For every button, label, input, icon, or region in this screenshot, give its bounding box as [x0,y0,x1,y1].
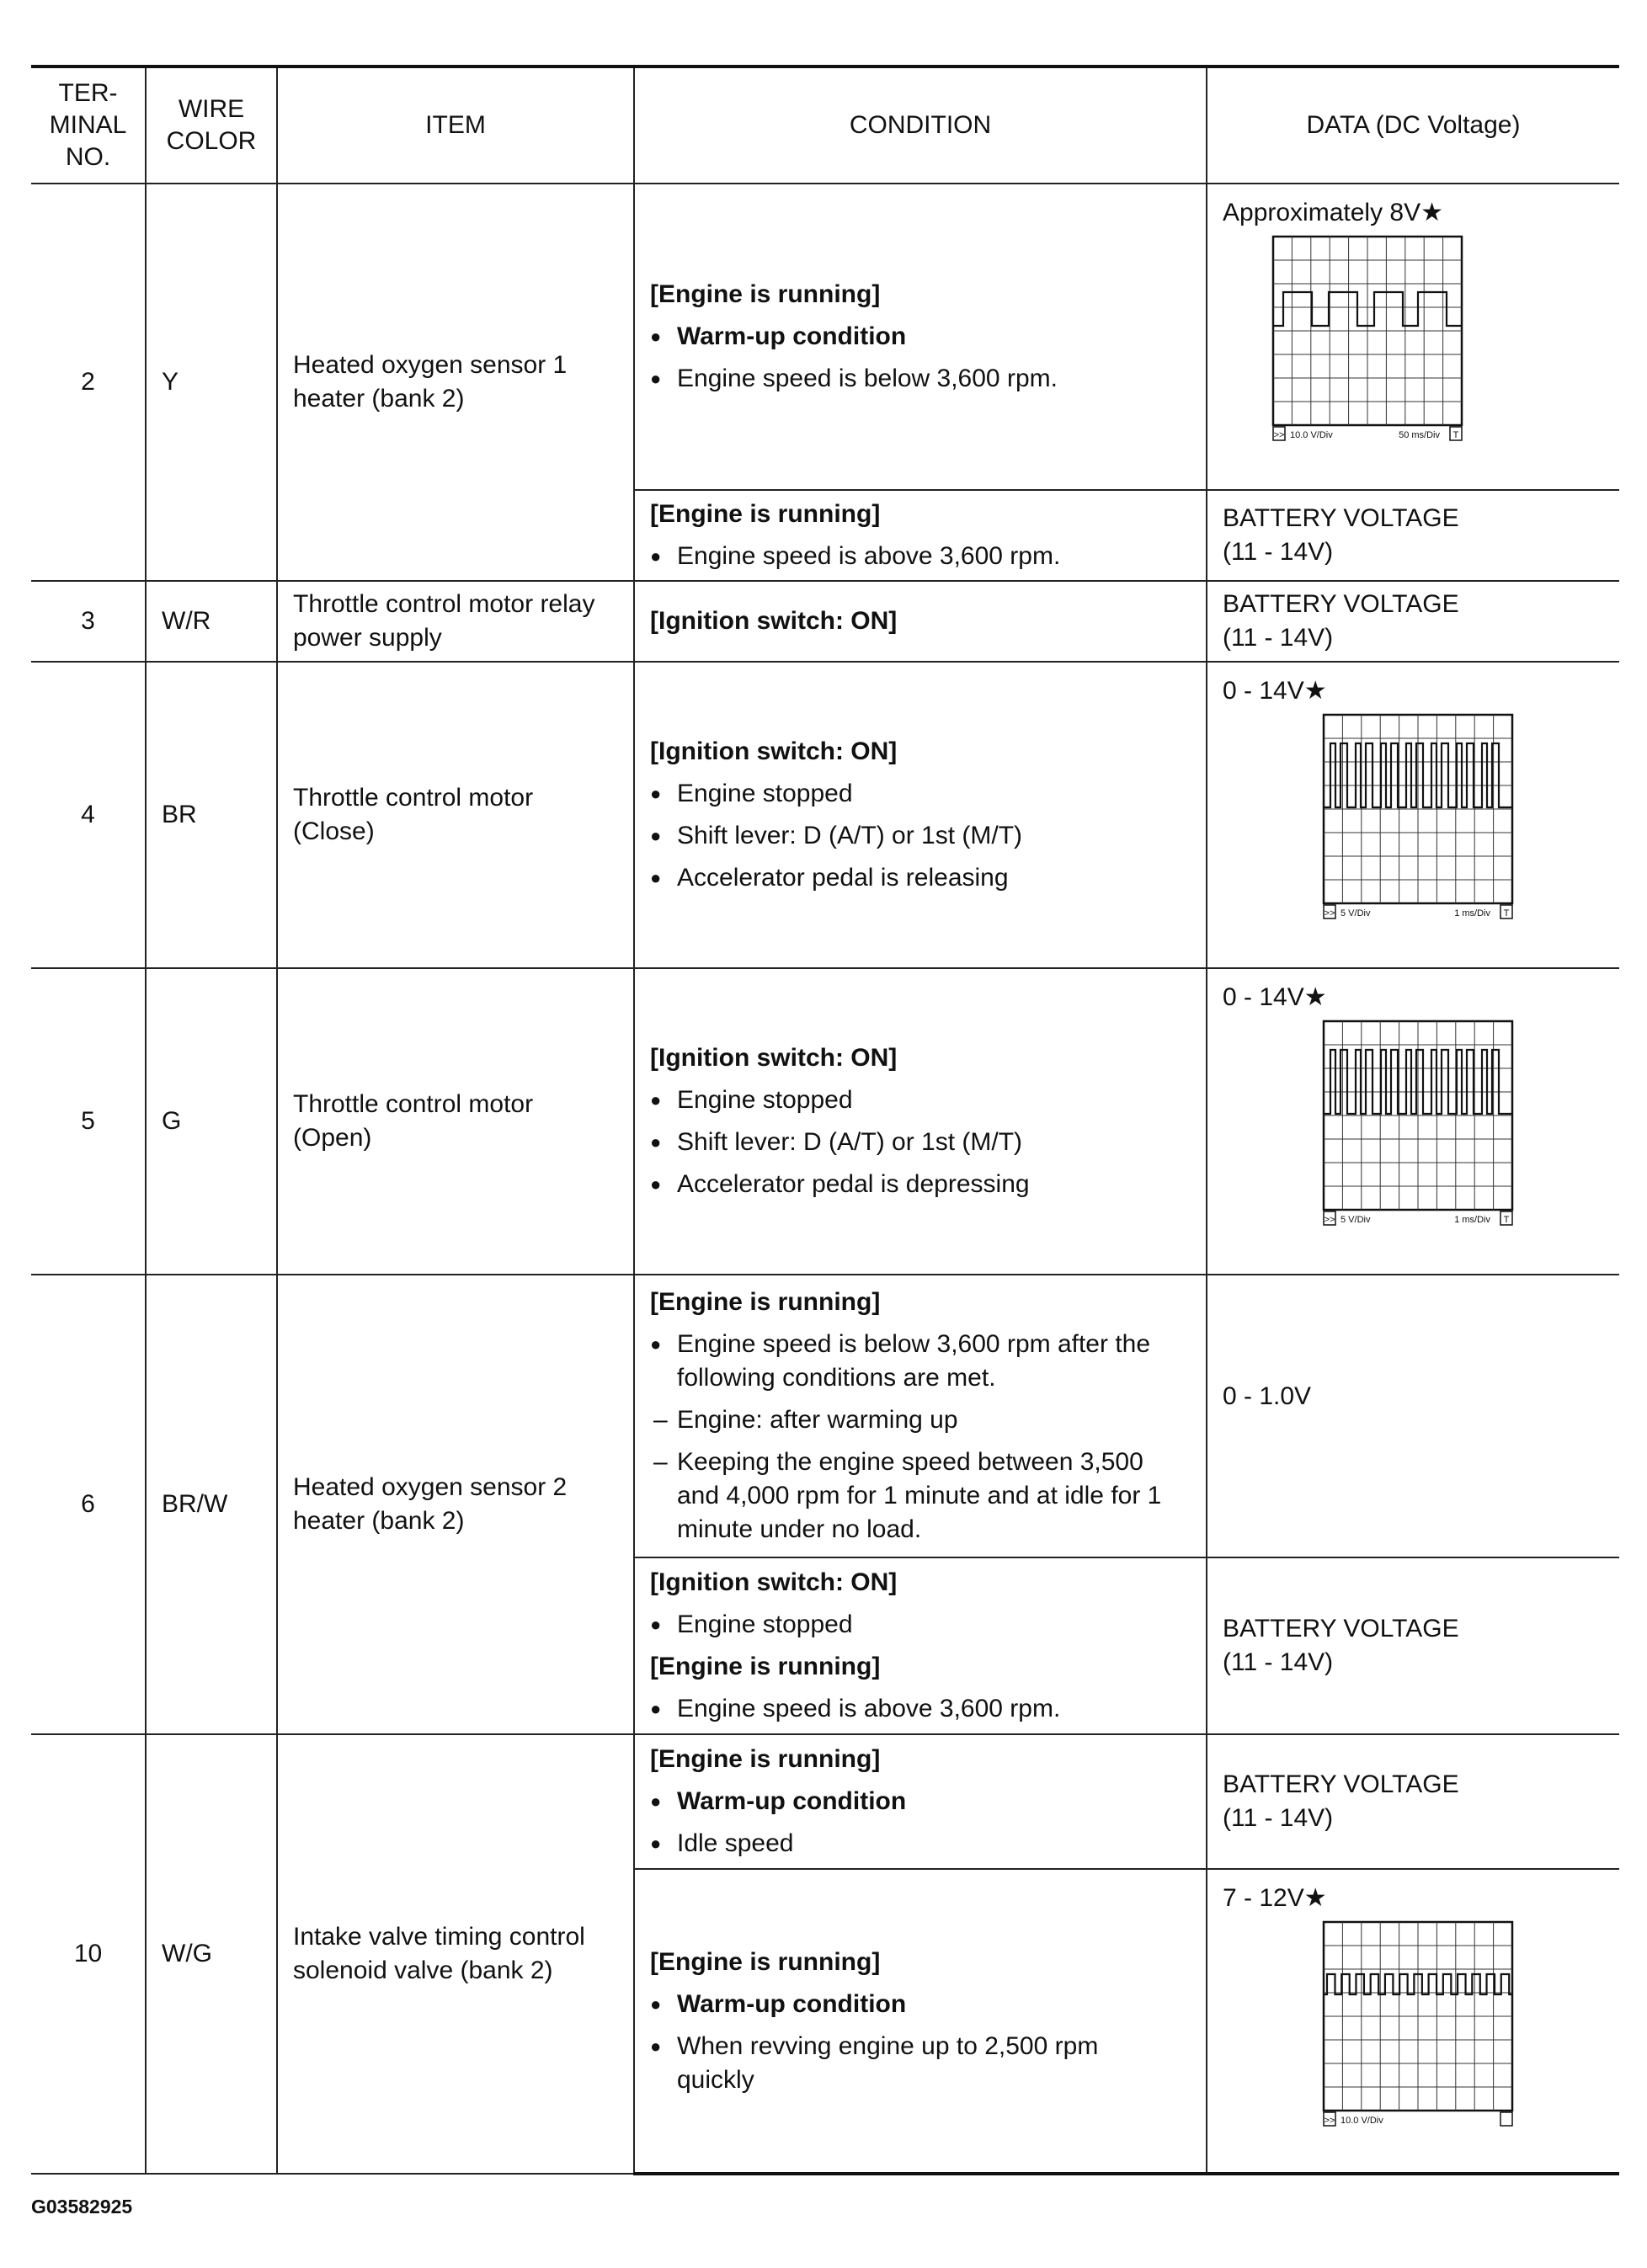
star-icon: ★ [1303,983,1327,1011]
data-value: 0 - 14V [1223,677,1304,705]
data-cell: BATTERY VOLTAGE (11 - 14V) [1207,490,1619,581]
scope-trigger-label: T [1503,908,1510,918]
condition-cell: [Ignition switch: ON] [634,581,1207,662]
terminal-number: 5 [31,968,146,1275]
scope-marker-icon: >> [1324,1215,1335,1225]
star-icon: ★ [1420,199,1444,226]
item-name: Intake valve timing control solenoid valve (bank 2) [277,1734,634,2174]
condition-cell: [Ignition switch: ON] ● Engine stopped [Engine is running] ● Engine speed is above 3,600 rpm. [634,1557,1207,1734]
scope-trigger-label: T [1452,430,1459,440]
scope-time-per-div: 1 ms/Div [1454,1215,1490,1225]
item-name: Heated oxygen sensor 2 heater (bank 2) [277,1275,634,1734]
condition-cell: [Engine is running] ● Warm-up condition ● Idle speed [634,1734,1207,1869]
data-cell: BATTERY VOLTAGE (11 - 14V) [1207,1557,1619,1734]
data-cell: 0 - 1.0V [1207,1275,1619,1557]
terminal-number: 3 [31,581,146,662]
figure-code: G03582925 [31,2196,133,2217]
wire-color: BR [146,662,277,968]
data-cell: BATTERY VOLTAGE (11 - 14V) [1207,581,1619,662]
table-row [31,1734,1619,1869]
scope-volts-per-div: 5 V/Div [1341,1215,1371,1225]
scope-volts-per-div: 5 V/Div [1341,908,1371,918]
header-wire-color: WIRE COLOR [146,67,277,184]
wire-color: W/G [146,1734,277,2174]
condition-cell: [Ignition switch: ON] ● Engine stopped ● Shift lever: D (A/T) or 1st (M/T) ● Accelerator pedal is releasing [634,662,1207,968]
wire-color: G [146,968,277,1275]
data-cell [1207,1869,1619,2174]
oscilloscope-waveform [1271,235,1470,447]
data-value: Approximately 8V [1223,199,1421,226]
data-value: 7 - 12V [1223,1884,1304,1912]
item-name: Throttle control motor (Close) [277,662,634,968]
oscilloscope-waveform [1322,1920,1521,2132]
data-cell [1207,968,1619,1275]
wire-color: W/R [146,581,277,662]
header-terminal: TER- MINAL NO. [31,67,146,184]
header-condition: CONDITION [634,67,1207,184]
scope-time-per-div: 50 ms/Div [1399,430,1440,440]
scope-marker-icon: >> [1273,430,1285,440]
item-name: Throttle control motor (Open) [277,968,634,1275]
oscilloscope-waveform [1322,1020,1521,1232]
data-cell: BATTERY VOLTAGE (11 - 14V) [1207,1734,1619,1869]
scope-marker-icon: >> [1324,908,1335,918]
wire-color: BR/W [146,1275,277,1734]
terminal-number: 4 [31,662,146,968]
table-row [31,581,1619,662]
condition-cell: [Engine is running] ● Engine speed is above 3,600 rpm. [634,490,1207,581]
scope-volts-per-div: 10.0 V/Div [1290,430,1333,440]
terminal-number: 10 [31,1734,146,2174]
condition-cell: [Engine is running] ● Warm-up condition ● When revving engine up to 2,500 rpm quickly [634,1869,1207,2174]
terminal-number: 6 [31,1275,146,1734]
condition-cell: [Engine is running] ● Engine speed is below 3,600 rpm after the following conditions are met. – Engine: after warming up – Keeping the engine speed between 3,500 and 4,000 rpm for 1 minute and at idle for 1 minute under no load. [634,1275,1207,1557]
table-row [31,184,1619,490]
item-name: Throttle control motor relay power supply [277,581,634,662]
data-cell [1207,662,1619,968]
oscilloscope-waveform [1322,713,1521,925]
header-data: DATA (DC Voltage) [1207,67,1619,184]
star-icon: ★ [1303,677,1327,705]
scope-marker-icon: >> [1324,2116,1335,2126]
scope-time-per-div: 1 ms/Div [1454,908,1490,918]
scope-volts-per-div: 10.0 V/Div [1341,2116,1383,2126]
table-row [31,968,1619,1275]
wire-color: Y [146,184,277,581]
table-row [31,1275,1619,1557]
data-cell [1207,184,1619,490]
header-item: ITEM [277,67,634,184]
terminal-number: 2 [31,184,146,581]
header-row [31,67,1619,184]
star-icon: ★ [1303,1884,1327,1912]
scope-trigger-label: T [1503,1215,1510,1225]
condition-cell: [Ignition switch: ON] ● Engine stopped ● Shift lever: D (A/T) or 1st (M/T) ● Accelerator pedal is depressing [634,968,1207,1275]
data-value: 0 - 14V [1223,983,1304,1011]
terminal-data-table [31,65,1619,2175]
scope-trigger-box [1500,2112,1512,2126]
condition-cell: [Engine is running] ● Warm-up condition ● Engine speed is below 3,600 rpm. [634,184,1207,490]
item-name: Heated oxygen sensor 1 heater (bank 2) [277,184,634,581]
table-row [31,662,1619,968]
